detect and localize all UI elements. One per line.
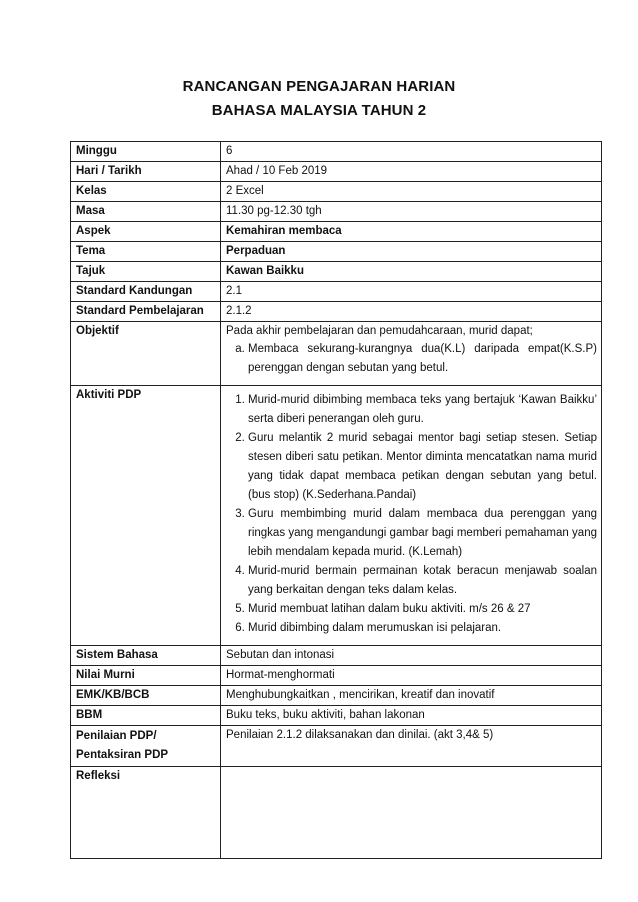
- row-label-kelas: Kelas: [71, 182, 221, 202]
- table-row: [71, 322, 602, 386]
- table-row: [71, 162, 602, 182]
- row-label-sistem-bahasa: Sistem Bahasa: [71, 646, 221, 666]
- row-value-tajuk: Kawan Baikku: [221, 262, 602, 282]
- row-value-refleksi: [221, 767, 602, 859]
- list-item: 5. Murid membuat latihan dalam buku aktiviti. m/s 26 & 27: [248, 600, 597, 619]
- objektif-list: [226, 340, 597, 378]
- table-row: [71, 202, 602, 222]
- table-row: [71, 386, 602, 646]
- row-label-tema: Tema: [71, 242, 221, 262]
- row-label-hari: Hari / Tarikh: [71, 162, 221, 182]
- list-item: 4. Murid-murid bermain permainan kotak beracun menjawab soalan yang berkaitan dengan teks dalam kelas.: [248, 562, 597, 600]
- row-value-sistem-bahasa: Sebutan dan intonasi: [221, 646, 602, 666]
- row-value-bbm: Buku teks, buku aktiviti, bahan lakonan: [221, 706, 602, 726]
- list-item: 3. Guru membimbing murid dalam membaca dua perenggan yang ringkas yang mengandungi gambar bagi memberi pemahaman yang lebih mendalam kepada murid. (K.Lemah): [248, 505, 597, 562]
- row-value-emk: Menghubungkaitkan , mencirikan, kreatif dan inovatif: [221, 686, 602, 706]
- row-value-penilaian: Penilaian 2.1.2 dilaksanakan dan dinilai. (akt 3,4& 5): [221, 726, 602, 767]
- row-label-bbm: BBM: [71, 706, 221, 726]
- row-value-masa: 11.30 pg-12.30 tgh: [221, 202, 602, 222]
- row-label-emk: EMK/KB/BCB: [71, 686, 221, 706]
- row-label-aktiviti: Aktiviti PDP: [71, 386, 221, 646]
- table-row: [71, 646, 602, 666]
- row-value-standard-pembelajaran: 2.1.2: [221, 302, 602, 322]
- page-title: RANCANGAN PENGAJARAN HARIAN: [182, 78, 456, 95]
- table-row: [71, 686, 602, 706]
- row-label-penilaian: [71, 726, 221, 767]
- lesson-plan-table: [70, 141, 602, 859]
- row-value-minggu: 6: [221, 142, 602, 162]
- table-row: [71, 242, 602, 262]
- row-label-objektif: Objektif: [71, 322, 221, 386]
- table-row: [71, 302, 602, 322]
- row-label-refleksi: Refleksi: [71, 767, 221, 859]
- row-value-kelas: 2 Excel: [221, 182, 602, 202]
- page-subtitle: BAHASA MALAYSIA TAHUN 2: [211, 102, 427, 119]
- row-label-standard-pembelajaran: Standard Pembelajaran: [71, 302, 221, 322]
- table-row: [71, 767, 602, 859]
- row-label-aspek: Aspek: [71, 222, 221, 242]
- table-row: [71, 182, 602, 202]
- row-value-aspek: Kemahiran membaca: [221, 222, 602, 242]
- table-row: [71, 142, 602, 162]
- list-item: a. Membaca sekurang-kurangnya dua(K.L) daripada empat(K.S.P) perenggan dengan sebutan yang betul.: [248, 340, 597, 378]
- table-row: [71, 666, 602, 686]
- row-label-masa: Masa: [71, 202, 221, 222]
- table-row: [71, 222, 602, 242]
- table-row: [71, 706, 602, 726]
- table-row: [71, 262, 602, 282]
- row-value-hari: Ahad / 10 Feb 2019: [221, 162, 602, 182]
- row-label-tajuk: Tajuk: [71, 262, 221, 282]
- penilaian-label-line1: Penilaian PDP/: [76, 730, 157, 742]
- row-value-aktiviti: [221, 386, 602, 646]
- row-value-tema: Perpaduan: [221, 242, 602, 262]
- row-value-objektif: [221, 322, 602, 386]
- list-item: 6. Murid dibimbing dalam merumuskan isi pelajaran.: [248, 619, 597, 638]
- row-label-nilai-murni: Nilai Murni: [71, 666, 221, 686]
- table-row: [71, 726, 602, 767]
- list-item: 1. Murid-murid dibimbing membaca teks yang bertajuk ‘Kawan Baikku’ serta diberi penerangan oleh guru.: [248, 391, 597, 429]
- aktiviti-list: [226, 391, 597, 638]
- row-value-standard-kandungan: 2.1: [221, 282, 602, 302]
- objektif-intro: Pada akhir pembelajaran dan pemudahcaraan, murid dapat;: [226, 325, 533, 337]
- row-label-standard-kandungan: Standard Kandungan: [71, 282, 221, 302]
- row-label-minggu: Minggu: [71, 142, 221, 162]
- row-value-nilai-murni: Hormat-menghormati: [221, 666, 602, 686]
- list-item: 2. Guru melantik 2 murid sebagai mentor bagi setiap stesen. Setiap stesen diberi satu petikan. Mentor diminta mencatatkan nama murid yang tidak dapat membaca petikan dengan sebutan yang betul. (bus stop) (K.Sederhana.Pandai): [248, 429, 597, 505]
- table-row: [71, 282, 602, 302]
- penilaian-label-line2: Pentaksiran PDP: [76, 749, 169, 761]
